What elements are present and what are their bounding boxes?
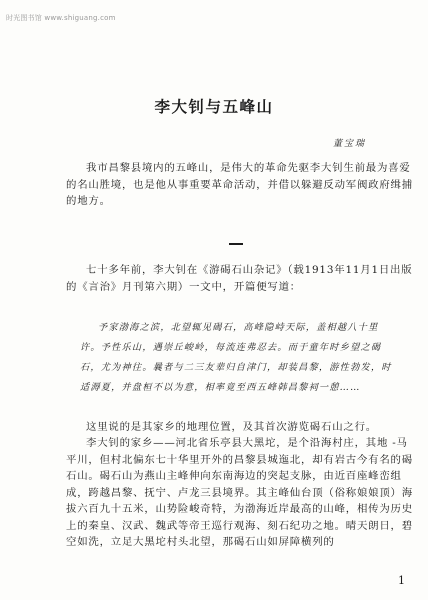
watermark: 时光图书馆 www.shiguang.com <box>6 14 116 22</box>
article-title: 李大钊与五峰山 <box>154 98 274 116</box>
section-divider <box>229 243 243 245</box>
paragraph-intro: 我市昌黎县境内的五峰山，是伟大的革命先驱李大钊生前最为喜爱的名山胜境，也是他从事重要革命活动，并借以躲避反动军阀政府缉捕的地方。 <box>66 162 413 207</box>
page-number: 1 <box>398 574 405 587</box>
paragraph-hometown: 李大钊的家乡——河北省乐亭县大黑坨，是个沿海村庄，其地 -马平川，但村北偏东七十华里开外的昌黎县城迤北，却有岩古今有名的碣石山。碣石山为燕山主峰伸向东南海边的突起支脉，由近百座峰峦组成，跨越昌黎、抚宁、卢龙三县境界。其主峰仙台顶（俗称娘娘顶）海拔六百九十五米，山势险峻奇特，为渤海近岸最高的山峰，相传为历史上的秦皇、汉武、魏武等帝王巡行观海、刻石纪功之地。晴天朗日，碧空如洗，立足大黑坨村头北望，那碣石山如屏障横列的 <box>66 437 413 548</box>
paragraph-quote-lead: 七十多年前，李大钊在《游碣石山杂记》（载1913年11月1日出版的《言治》月刊第六期）一文中，开篇便写道： <box>66 264 413 293</box>
article-author: 董宝瑞 <box>333 139 367 149</box>
paragraph-explanation: 这里说的是其家乡的地理位置，及其首次游览碣石山之行。 <box>86 421 377 433</box>
block-quote: 予家渤海之滨，北望辄见碣石，高峰隐峙天际，盖相越八十里许。予性乐山，遇崇丘峻岭，每流连弗忍去。而于童年时乡望之碣石，尤为神往。曩者与二三友辈归自津门，却装昌黎，游性勃发，时适溽夏，并盘桓不以为意，相率竟至西五峰韩昌黎祠一憩…… <box>80 322 392 393</box>
